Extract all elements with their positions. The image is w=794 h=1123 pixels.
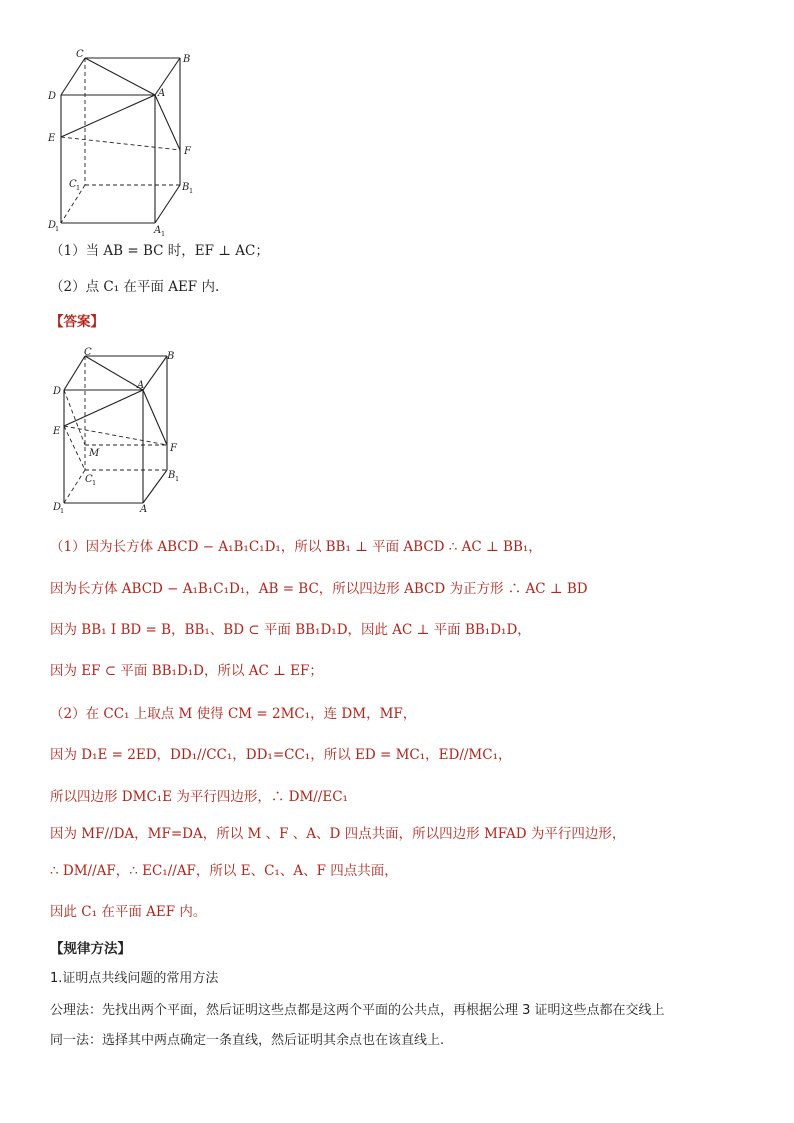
- solution-line-3: 因为 BB₁ I BD = B，BB₁、BD ⊂ 平面 BB₁D₁D，因此 AC ⊥ 平面 BB₁D₁D，: [50, 622, 531, 638]
- method-heading: 1.证明点共线问题的常用方法: [50, 971, 219, 986]
- svg-text:1: 1: [60, 507, 65, 515]
- solution-line-2: 因为长方体 ABCD − A₁B₁C₁D₁，AB = BC，所以四边形 ABCD 为正方形 ∴ AC ⊥ BD: [50, 581, 588, 597]
- svg-text:1: 1: [175, 475, 180, 483]
- label-D1: D: [48, 220, 57, 231]
- solution-line-5: （2）在 CC₁ 上取点 M 使得 CM = 2MC₁，连 DM，MF，: [50, 706, 417, 722]
- solution-line-8: 因为 MF//DA，MF=DA，所以 M 、F 、A、D 四点共面，所以四边形 MFAD 为平行四边形，: [50, 826, 626, 842]
- solution-line-4: 因为 EF ⊂ 平面 BB₁D₁D，所以 AC ⊥ EF；: [50, 663, 323, 679]
- svg-text:1: 1: [55, 225, 60, 233]
- label-C: C: [84, 347, 92, 358]
- label-E: E: [53, 426, 61, 437]
- label-M: M: [89, 448, 100, 459]
- label-E: E: [48, 133, 56, 144]
- solution-line-10: 因此 C₁ 在平面 AEF 内。: [50, 904, 207, 920]
- method-axiom: 公理法：先找出两个平面，然后证明这些点都是这两个平面的公共点，再根据公理 3 证明这些点都在交线上: [50, 1003, 665, 1018]
- label-C1: C: [69, 179, 77, 190]
- label-B1: B: [182, 182, 190, 193]
- label-B: B: [183, 54, 191, 65]
- cuboid-figure-2: [40, 345, 210, 520]
- answer-tag: 【答案】: [50, 314, 104, 330]
- method-tag: 【规律方法】: [50, 941, 131, 957]
- label-B: B: [167, 351, 175, 362]
- label-D1: D: [53, 502, 62, 513]
- question-2: （2）点 C₁ 在平面 AEF 内.: [50, 279, 220, 295]
- svg-text:1: 1: [92, 479, 97, 487]
- label-D: D: [48, 91, 57, 102]
- label-F: F: [184, 146, 191, 157]
- svg-text:1: 1: [189, 187, 194, 195]
- label-A: A: [158, 88, 166, 99]
- label-A: A: [137, 380, 145, 391]
- label-A1: A: [154, 225, 162, 236]
- label-F: F: [170, 443, 177, 454]
- label-A1: A: [140, 504, 148, 515]
- label-C1: C: [85, 474, 93, 485]
- cuboid-figure-1: [40, 45, 210, 240]
- method-same: 同一法：选择其中两点确定一条直线，然后证明其余点也在该直线上.: [50, 1033, 445, 1048]
- solution-line-6: 因为 D₁E = 2ED，DD₁//CC₁，DD₁=CC₁，所以 ED = MC₁，ED//MC₁，: [50, 747, 512, 763]
- solution-line-7: 所以四边形 DMC₁E 为平行四边形，∴ DM//EC₁: [50, 789, 348, 805]
- solution-line-1: （1）因为长方体 ABCD − A₁B₁C₁D₁，所以 BB₁ ⊥ 平面 ABCD ∴ AC ⊥ BB₁，: [50, 539, 542, 555]
- svg-text:1: 1: [161, 230, 166, 238]
- label-C: C: [76, 49, 84, 60]
- solution-line-9: ∴ DM//AF，∴ EC₁//AF，所以 E、C₁、A、F 四点共面，: [50, 863, 398, 879]
- question-1: （1）当 AB = BC 时，EF ⊥ AC；: [50, 243, 269, 259]
- label-D: D: [53, 386, 62, 397]
- svg-text:1: 1: [76, 184, 81, 192]
- label-B1: B: [168, 470, 176, 481]
